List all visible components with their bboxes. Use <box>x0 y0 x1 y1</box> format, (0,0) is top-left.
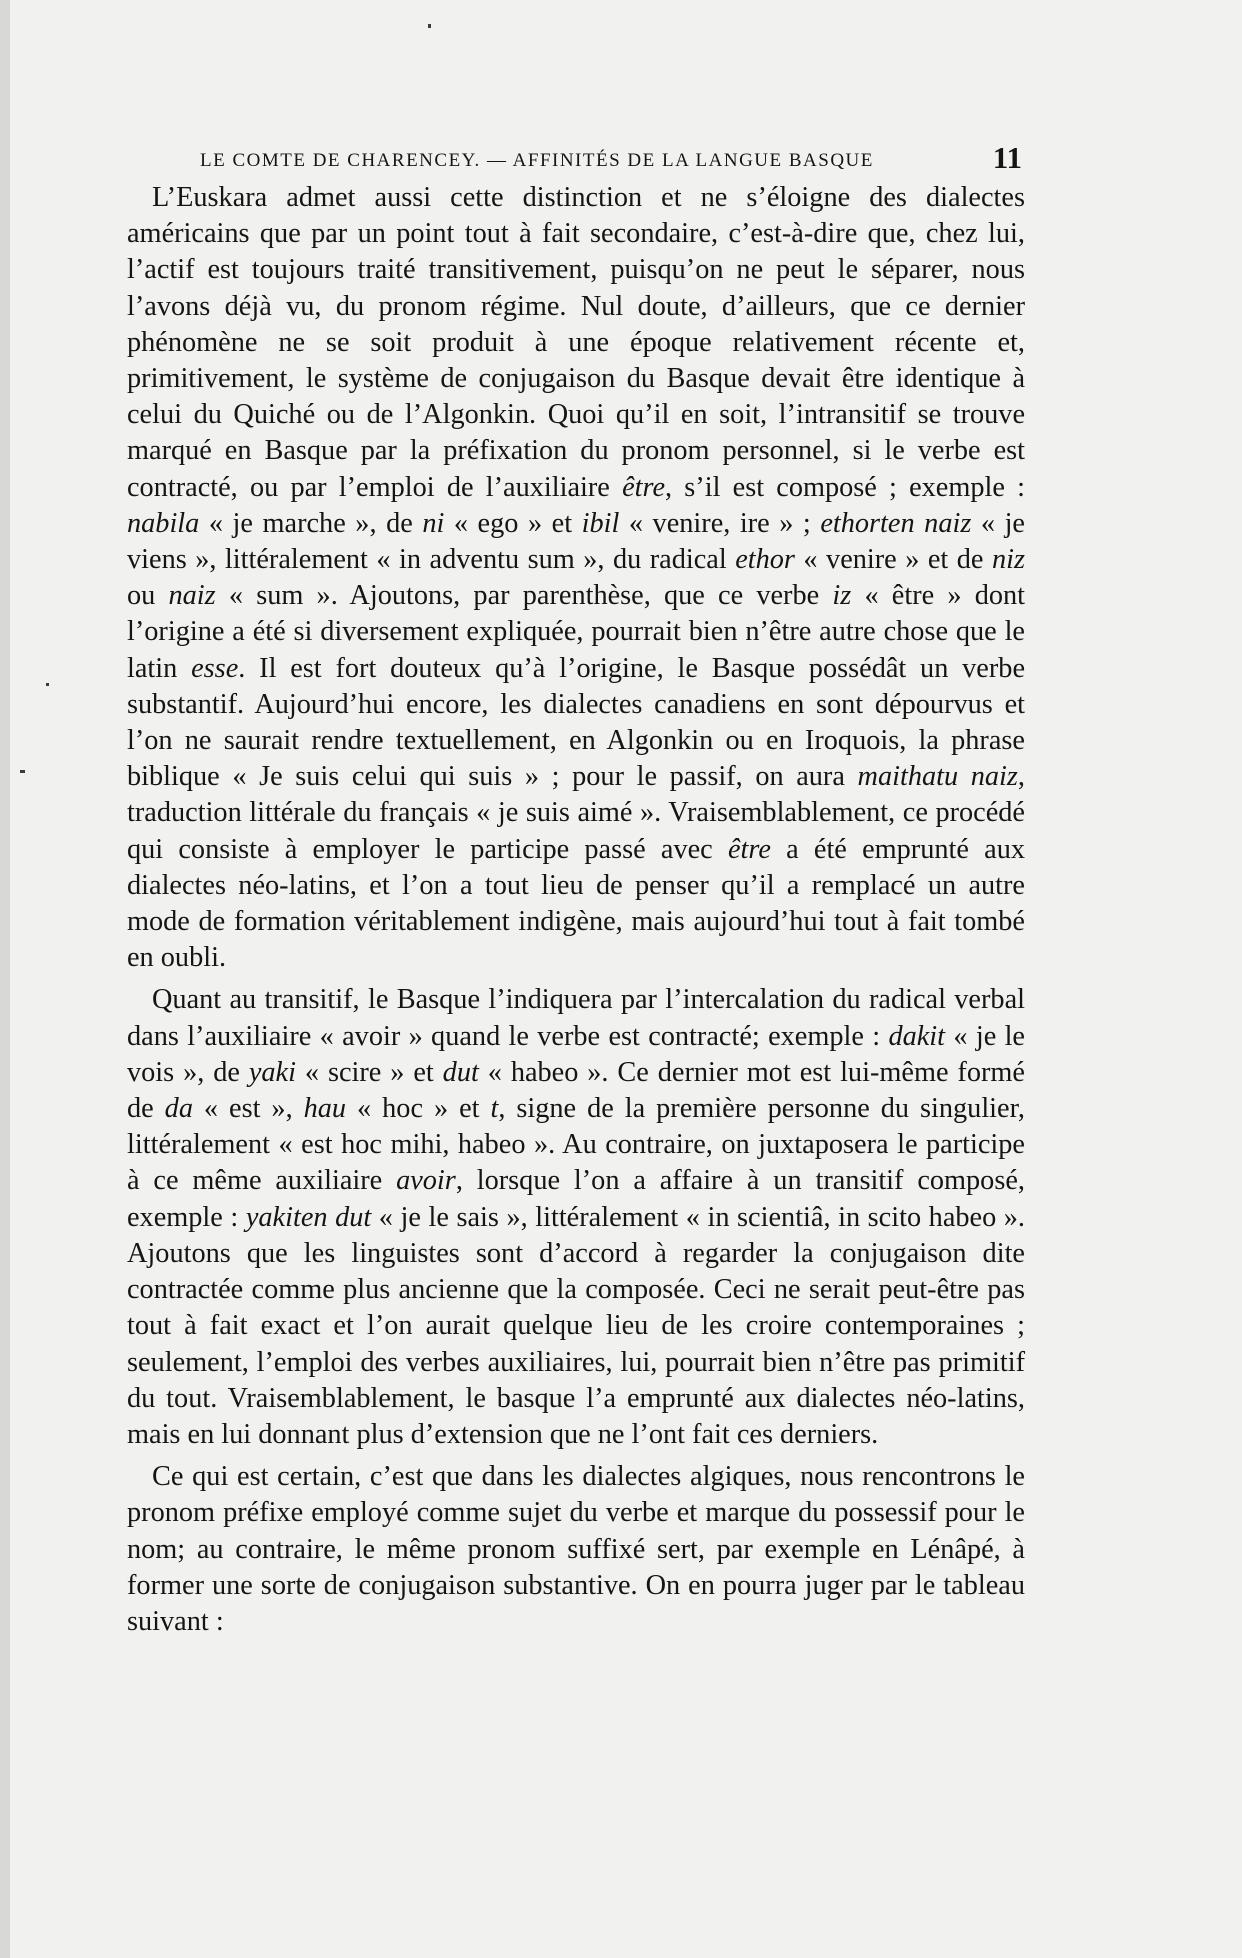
italic-term: être <box>727 833 771 865</box>
italic-term: yakiten dut <box>245 1201 372 1233</box>
text-run: « être » dont l’origine a été si diversement expliquée, pourrait bien n’être autre chose que le latin <box>127 580 1026 684</box>
paragraph <box>127 1459 1025 1640</box>
text-run: « venire, ire » ; <box>619 507 821 539</box>
text-run: « scire » et <box>295 1056 443 1088</box>
italic-term: yaki <box>248 1056 296 1088</box>
text-run: « est », <box>192 1093 304 1125</box>
italic-term: da <box>164 1093 193 1125</box>
scan-speck <box>428 24 431 28</box>
scan-speck <box>20 770 25 773</box>
text-run: « hoc » et <box>346 1093 491 1125</box>
text-run: « venire » et de <box>794 544 992 576</box>
italic-term: naiz <box>168 580 216 612</box>
text-run: « sum ». Ajoutons, par parenthèse, que ce verbe <box>215 580 833 612</box>
text-run: , signe de la première personne du singulier, littéralement « est hoc mihi, habeo ». Au contraire, on juxtaposera le participe à ce même auxiliaire <box>127 1093 1025 1197</box>
italic-term: ethor <box>735 544 795 576</box>
italic-term: t <box>490 1093 499 1125</box>
text-run: , lorsque l’on a affaire à un transitif composé, exemple : <box>127 1165 1025 1233</box>
text-run: a été emprunté aux dialectes néo-latins, et l’on a tout lieu de penser qu’il a remplacé un autre mode de formation véritablement indigène, mais aujourd’hui tout à fait tombé en oubli. <box>127 833 1026 974</box>
italic-term: maithatu naiz <box>857 761 1018 793</box>
text-run: « je viens », littéralement « in adventu sum », du radical <box>127 507 1025 576</box>
text-run: , traduction littérale du français « je suis aimé ». Vraisemblablement, ce procédé qui consiste à employer le participe passé avec <box>127 761 1025 865</box>
italic-term: niz <box>991 544 1025 576</box>
page-number: 11 <box>992 140 1022 175</box>
italic-term: esse <box>191 652 239 684</box>
italic-term: être <box>622 471 666 503</box>
italic-term: nabila <box>127 507 200 539</box>
italic-term: avoir <box>396 1165 456 1197</box>
italic-term: iz <box>832 580 852 612</box>
text-run: ou <box>127 580 169 612</box>
page-edge-shadow <box>0 0 10 1958</box>
italic-term: hau <box>303 1093 347 1125</box>
text-run: . Il est fort douteux qu’à l’origine, le Basque possédât un verbe substantif. Aujourd’hui encore, les dialectes canadiens en sont dépourvus et l’on ne saurait rendre textuellement, en Algonkin ou en Iroquois, la phrase biblique « Je suis celui qui suis » ; pour le passif, on aura <box>127 652 1025 793</box>
italic-term: ethorten naiz <box>820 507 972 539</box>
body-text <box>127 180 1025 1646</box>
text-run: « habeo ». Ce dernier mot est lui-même formé de <box>127 1056 1025 1125</box>
paragraph <box>127 180 1025 976</box>
running-head <box>200 142 1026 176</box>
text-run: L’Euskara admet aussi cette distinction et ne s’éloigne des dialectes américains que par un point tout à fait secondaire, c’est-à-dire que, chez lui, l’actif est toujours traité transitivement, puisqu’on ne peut le séparer, nous l’avons déjà vu, du pronom régime. Nul doute, d’ailleurs, que ce dernier phénomène ne se soit produit à une époque relativement récente et, primitivement, le système de conjugaison du Basque devait être identique à celui du Quiché ou de l’Algonkin. Quoi qu’il en soit, l’intransitif se trouve marqué en Basque par la préfixation du pronom personnel, si le verbe est contracté, ou par l’emploi de l’auxiliaire <box>127 182 1025 503</box>
italic-term: dakit <box>888 1020 946 1052</box>
text-run: Quant au transitif, le Basque l’indiquera par l’intercalation du radical verbal dans l’auxiliaire « avoir » quand le verbe est contracté; exemple : <box>127 984 1025 1052</box>
italic-term: ibil <box>581 507 620 539</box>
text-run: « je marche », de <box>199 507 423 539</box>
text-run: « je le sais », littéralement « in scientiâ, in scito habeo ». Ajoutons que les linguistes sont d’accord à regarder la conjugaison dite contractée comme plus ancienne que la composée. Ceci ne serait peut-être pas tout à fait exact et l’on aurait quelque lieu de les croire contemporaines ; seulement, l’emploi des verbes auxiliaires, lui, pourrait bien n’être pas primitif du tout. Vraisemblablement, le basque l’a emprunté aux dialectes néo-latins, mais en lui donnant plus d’extension que ne l’ont fait ces derniers. <box>127 1201 1026 1450</box>
text-run: « ego » et <box>444 507 582 539</box>
italic-term: ni <box>422 507 445 539</box>
paragraph <box>127 982 1025 1453</box>
text-run: Ce qui est certain, c’est que dans les dialectes algiques, nous rencontrons le pronom préfixe employé comme sujet du verbe et marque du possessif pour le nom; au contraire, le même pronom suffixé sert, par exemple en Lénâpé, à former une sorte de conjugaison substantive. On en pourra juger par le tableau suivant : <box>127 1461 1025 1637</box>
scan-speck <box>46 683 49 686</box>
text-run: « je le vois », de <box>127 1020 1025 1088</box>
italic-term: dut <box>442 1056 479 1088</box>
running-title: LE COMTE DE CHARENCEY. — AFFINITÉS DE LA LANGUE BASQUE <box>200 150 874 171</box>
text-run: , s’il est composé ; exemple : <box>665 471 1025 503</box>
